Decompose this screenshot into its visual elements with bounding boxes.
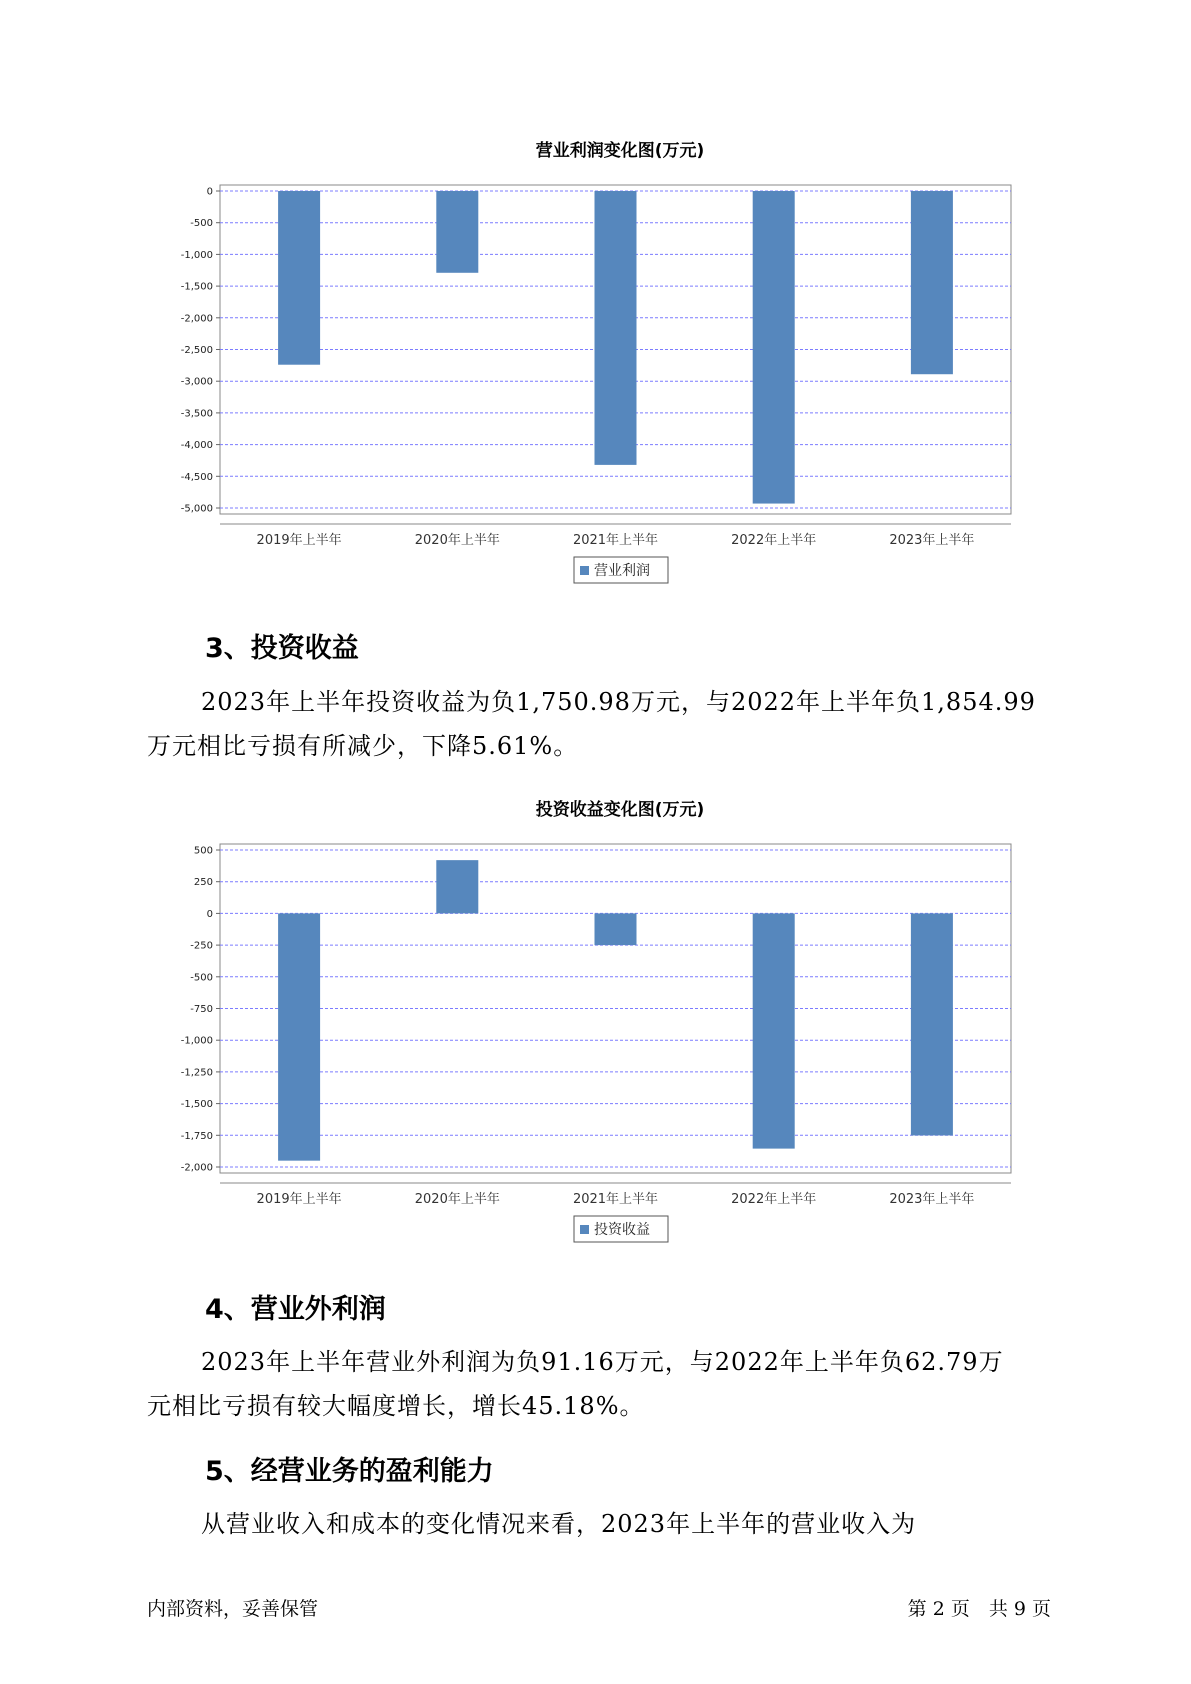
y-tick-label: -4,500: [180, 471, 213, 483]
legend: [574, 557, 668, 583]
y-tick-label: -1,500: [180, 281, 213, 293]
bar: [436, 191, 478, 273]
profitability-paragraph: [147, 1502, 1077, 1546]
y-tick-label: -3,500: [180, 408, 213, 420]
non-operating-profit-paragraph: [147, 1340, 1077, 1428]
x-tick-label: 2023年上半年: [889, 533, 975, 548]
bar: [911, 913, 953, 1135]
x-tick-label: 2022年上半年: [731, 533, 817, 548]
bar: [278, 191, 320, 365]
y-tick-label: -1,250: [180, 1067, 213, 1079]
footer-page-number: 第 2 页 共 9 页: [907, 1598, 1051, 1620]
y-tick-label: -750: [190, 1004, 213, 1015]
y-tick-label: -250: [190, 940, 213, 952]
x-tick-label: 2020年上半年: [414, 533, 500, 548]
chart-title: 投资收益变化图(万元): [535, 800, 705, 820]
bar: [436, 860, 478, 913]
plot-area: [181, 185, 1011, 583]
y-tick-label: 250: [193, 877, 213, 889]
legend-swatch: [580, 566, 589, 575]
bar: [911, 191, 953, 374]
y-tick-label: -2,500: [180, 345, 213, 356]
bar: [278, 913, 320, 1160]
x-tick-label: 2019年上半年: [256, 1192, 342, 1207]
y-tick-label: -4,000: [180, 440, 213, 452]
paragraph-line: 2023年上半年投资收益为负1,750.98万元，与2022年上半年负1,854.99: [201, 688, 1036, 716]
bar: [753, 913, 795, 1148]
legend: [574, 1216, 668, 1242]
x-tick-label: 2021年上半年: [572, 533, 659, 548]
x-tick-label: 2022年上半年: [731, 1192, 817, 1207]
bar: [595, 191, 637, 465]
section-heading-investment-income: 3、投资收益: [205, 633, 359, 664]
x-tick-label: 2023年上半年: [889, 1192, 975, 1207]
paragraph-line: 2023年上半年营业外利润为负91.16万元，与2022年上半年负62.79万: [201, 1348, 1004, 1376]
investment-income-chart-svg: [0, 789, 1191, 1259]
y-tick-label: -5,000: [180, 503, 213, 515]
y-tick-label: -2,000: [180, 313, 213, 325]
bar: [595, 913, 637, 945]
y-tick-label: -1,750: [180, 1130, 213, 1142]
paragraph-line: 元相比亏损有较大幅度增长，增长45.18%。: [147, 1392, 645, 1420]
y-tick-label: -3,000: [180, 376, 213, 388]
footer-confidential-note: 内部资料，妥善保管: [147, 1598, 319, 1620]
x-tick-label: 2019年上半年: [256, 533, 342, 548]
y-tick-label: 0: [206, 908, 213, 920]
legend-swatch: [580, 1225, 589, 1234]
section-heading-profitability: 5、经营业务的盈利能力: [205, 1456, 494, 1487]
y-tick-label: -500: [190, 218, 213, 230]
y-tick-label: -500: [190, 972, 213, 984]
y-tick-label: 500: [193, 845, 213, 857]
paragraph-line: 从营业收入和成本的变化情况来看，2023年上半年的营业收入为: [201, 1510, 917, 1538]
y-tick-label: 0: [206, 186, 213, 198]
investment-income-paragraph: [147, 680, 1077, 768]
legend-label: 营业利润: [594, 563, 650, 579]
y-tick-label: -2,000: [180, 1162, 213, 1174]
y-tick-label: -1,500: [180, 1099, 213, 1111]
bar: [753, 191, 795, 504]
operating-profit-chart: [0, 130, 1191, 600]
x-tick-label: 2020年上半年: [414, 1192, 500, 1207]
chart-title: 营业利润变化图(万元): [535, 141, 705, 161]
section-heading-non-operating-profit: 4、营业外利润: [205, 1294, 386, 1325]
paragraph-line: 万元相比亏损有所减少，下降5.61%。: [147, 732, 579, 760]
y-tick-label: -1,000: [180, 249, 213, 261]
y-tick-label: -1,000: [180, 1035, 213, 1047]
plot-area: [181, 844, 1011, 1242]
legend-label: 投资收益: [594, 1222, 650, 1238]
x-tick-label: 2021年上半年: [572, 1192, 659, 1207]
investment-income-chart: [0, 789, 1191, 1259]
operating-profit-chart-svg: [0, 130, 1191, 600]
